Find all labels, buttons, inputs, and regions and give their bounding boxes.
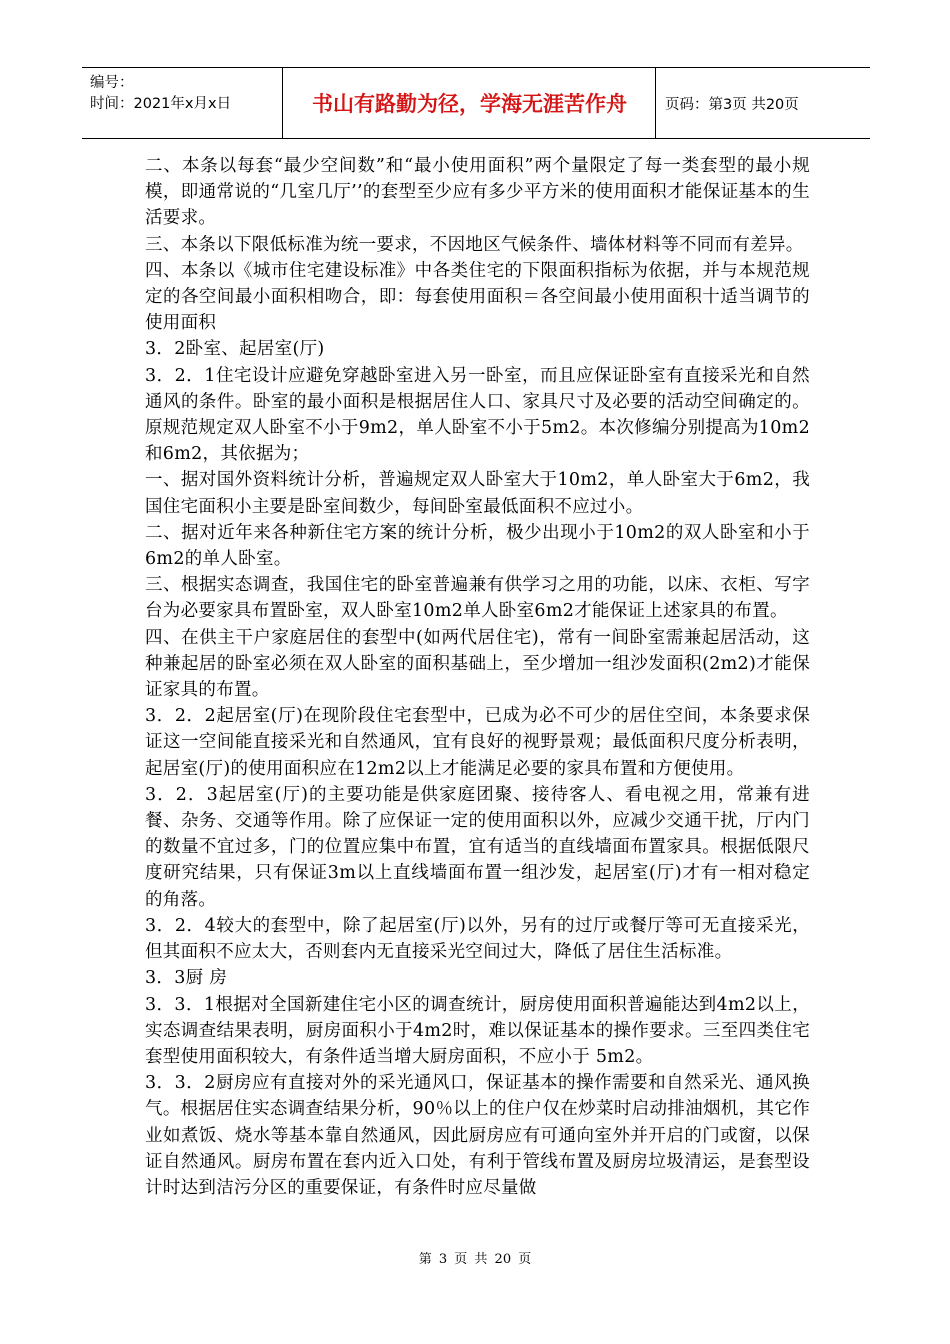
paragraph: 四、本条以《城市住宅建设标准》中各类住宅的下限面积指标为依据，并与本规范规定的各空间最小面积相吻合，即：每套使用面积＝各空间最小使用面积十适当调节的使用面积 <box>145 260 810 334</box>
header-divider <box>282 68 283 138</box>
page-header <box>82 67 870 139</box>
header-left-cell <box>90 73 231 115</box>
paragraph: 三、本条以下限低标准为统一要求，不因地区气候条件、墙体材料等不同而有差异。 <box>145 234 804 255</box>
paragraph: 四、在供主干户家庭居住的套型中(如两代居住宅)，常有一间卧室需兼起居活动，这种兼起居的卧室必须在双人卧室的面积基础上，至少增加一组沙发面积(2m2)才能保证家具的布置。 <box>145 627 810 701</box>
paragraph: 3．2．2起居室(厅)在现阶段住宅套型中，已成为必不可少的居住空间，本条要求保证这一空间能直接采光和自然通风，宜有良好的视野景观；最低面积尺度分析表明，起居室(厅)的使用面积应在12m2以上才能满足必要的家具布置和方便使用。 <box>145 706 810 779</box>
paragraph: 3．2．4较大的套型中，除了起居室(厅)以外，另有的过厅或餐厅等可无直接采光，但其面积不应太大，否则套内无直接采光空间过大，降低了居住生活标准。 <box>145 915 810 963</box>
paragraph: 3．2．3起居室(厅)的主要功能是供家庭团聚、接待客人、看电视之用，常兼有进餐、杂务、交通等作用。除了应保证一定的使用面积以外，应减少交通干扰，厅内门的数量不宜过多，门的位置应集中布置，宜有适当的直线墙面布置家具。根据低限尺度研究结果，只有保证3m以上直线墙面布置一组沙发，起居室(厅)才有一相对稳定的角落。 <box>145 784 810 910</box>
document-body <box>145 153 810 1201</box>
paragraph: 3．2．1住宅设计应避免穿越卧室进入另一卧室，而且应保证卧室有直接采光和自然通风的条件。卧室的最小面积是根据居住人口、家具尺寸及必要的活动空间确定的。原规范规定双人卧室不小于9m2，单人卧室不小于5m2。本次修编分别提高为10m2和6m2，其依据为； <box>145 365 810 465</box>
paragraph: 一、据对国外资料统计分析，普遍规定双人卧室大于10m2，单人卧室大于6m2，我国住宅面积小主要是卧室间数少，每间卧室最低面积不应过小。 <box>145 470 810 517</box>
page-footer: 第 3 页 共 20 页 <box>418 1252 532 1267</box>
time-label: 时间：2021年x月x日 <box>90 96 232 112</box>
paragraph: 二、据对近年来各种新住宅方案的统计分析，极少出现小于10m2的双人卧室和小于6m2的单人卧室。 <box>145 522 810 570</box>
paragraph: 3．3．1根据对全国新建住宅小区的调查统计，厨房使用面积普遍能达到4m2以上，实态调查结果表明，厨房面积小于4m2时，难以保证基本的操作要求。三至四类住宅套型使用面积较大，有条件适当增大厨房面积，不应小于 5m2。 <box>145 994 810 1067</box>
paragraph: 三、根据实态调查，我国住宅的卧室普遍兼有供学习之用的功能，以床、衣柜、写字台为必要家具布置卧室，双人卧室10m2单人卧室6m2才能保证上述家具的布置。 <box>145 575 810 622</box>
header-motto: 书山有路勤为径，学海无涯苦作舟 <box>312 92 627 116</box>
paragraph: 二、本条以每套“最少空间数”和“最小使用面积”两个量限定了每一类套型的最小规模，即通常说的“几室几厅’’的套型至少应有多少平方米的使用面积才能保证基本的生活要求。 <box>145 156 810 229</box>
header-page-info: 页码：第3页 共20页 <box>665 96 799 113</box>
header-divider <box>655 68 656 138</box>
section-heading: 3．3厨 房 <box>145 968 228 989</box>
paragraph: 3．3．2厨房应有直接对外的采光通风口，保证基本的操作需要和自然采光、通风换气。根据居住实态调查结果分析，90％以上的住户仅在炒菜时启动排油烟机，其它作业如煮饭、烧水等基本靠自然通风，因此厨房应有可通向室外并开启的门或窗，以保证自然通风。厨房布置在套内近入口处，有利于管线布置及厨房垃圾清运，是套型设计时达到洁污分区的重要保证，有条件时应尽量做 <box>145 1073 810 1198</box>
number-label: 编号： <box>90 75 134 91</box>
section-heading: 3．2卧室、起居室(厅) <box>145 339 325 360</box>
